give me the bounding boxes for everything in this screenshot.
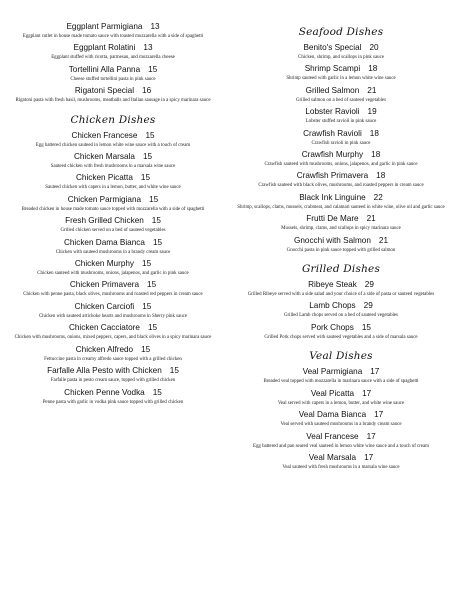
menu-item-title-line xyxy=(8,65,218,75)
menu-item xyxy=(232,214,450,235)
menu-item xyxy=(232,453,450,474)
menu-item-name: Chicken Dama Bianca xyxy=(63,237,145,247)
menu-item-description: Shrimp sauteed with garlic in a lemon white wine sauce xyxy=(286,76,396,82)
menu-item-name: Shrimp Scampi xyxy=(304,64,361,74)
menu-item-description: Eggplant stuffed with ricotta, parmesan, and mozzarella cheese xyxy=(51,55,175,61)
seafood-dishes-heading: Seafood Dishes xyxy=(298,26,384,38)
menu-item-price: 15 xyxy=(149,194,159,204)
menu-item-description: Chicken with sauteed mushrooms in a brandy cream sauce xyxy=(55,249,171,255)
pasta-section xyxy=(8,22,218,108)
menu-item-price: 15 xyxy=(142,259,152,269)
menu-item-name: Crawfish Primavera xyxy=(296,171,369,181)
menu-item-title-line xyxy=(8,388,218,398)
menu-item-description: Breaded veal topped with mozzarella in marinara sauce with a side of spaghetti xyxy=(263,379,419,385)
menu-item-price: 18 xyxy=(371,150,381,160)
menu-item-description: Shrimp, scallops, clams, mussels, crabmeat, and calamari sauteed in white wine, olive oil and garlic sauce xyxy=(237,204,445,210)
menu-item-description: Sauteed chicken with capers in a lemon, butter, and white wine sauce xyxy=(45,185,181,191)
menu-item-description: Chicken sauteed with mushrooms, onions, jalapenos, and garlic in pink sauce xyxy=(37,271,189,277)
menu-item-description: Gnocchi pasta in pink sauce topped with grilled salmon xyxy=(286,247,396,253)
menu-item-price: 17 xyxy=(374,410,384,420)
grilled-dishes-section xyxy=(232,280,450,344)
menu-item-title-line xyxy=(8,86,218,96)
seafood-dishes-section xyxy=(232,43,450,257)
menu-item-price: 15 xyxy=(147,280,157,290)
menu-item-name: Ribeye Steak xyxy=(308,280,357,290)
menu-item xyxy=(232,43,450,64)
menu-item-price: 29 xyxy=(363,301,373,311)
left-menu-column xyxy=(8,22,218,409)
veal-dishes-heading: Veal Dishes xyxy=(309,350,373,363)
menu-item-title-line xyxy=(232,107,450,117)
menu-item-name: Veal Marsala xyxy=(308,452,357,462)
menu-item-description: Chicken with penne pasta, black olives, mushrooms and roasted red peppers in cream sauce xyxy=(23,292,203,298)
menu-item-description: Penne pasta with garlic in vodka pink sauce topped with grilled chicken xyxy=(42,399,184,405)
menu-item-price: 21 xyxy=(367,85,377,95)
menu-item-title-line xyxy=(232,410,450,420)
menu-item-title-line xyxy=(232,301,450,311)
menu-item-name: Chicken Murphy xyxy=(74,259,135,269)
menu-item-name: Crawfish Ravioli xyxy=(303,128,362,138)
menu-item-title-line xyxy=(8,152,218,162)
menu-item xyxy=(8,131,218,152)
menu-item-title-line xyxy=(232,453,450,463)
menu-item xyxy=(8,302,218,323)
menu-item-name: Fresh Grilled Chicken xyxy=(65,216,144,226)
menu-item xyxy=(8,152,218,173)
menu-item xyxy=(232,236,450,257)
menu-item xyxy=(232,86,450,107)
menu-item-title-line xyxy=(8,131,218,141)
menu-item xyxy=(8,173,218,194)
menu-item-title-line xyxy=(8,216,218,226)
menu-item-price: 17 xyxy=(362,388,372,398)
menu-item-name: Veal Picatta xyxy=(310,388,355,398)
menu-item-name: Veal Dama Bianca xyxy=(298,410,367,420)
menu-item-price: 21 xyxy=(366,214,376,224)
menu-item-description: Chicken, shrimp, and scallops in pink sauce xyxy=(298,55,384,60)
menu-item xyxy=(232,171,450,192)
menu-item-name: Black Ink Linguine xyxy=(299,192,366,202)
menu-item-name: Frutti De Mare xyxy=(306,214,359,224)
menu-item-title-line xyxy=(8,173,218,183)
menu-item-price: 15 xyxy=(140,173,150,183)
menu-item-title-line xyxy=(232,214,450,224)
menu-item-price: 20 xyxy=(369,43,379,52)
menu-item-description: Grilled Pork chops served with sauteed vegetables and a side of marsala sauce xyxy=(264,334,418,340)
menu-item-title-line xyxy=(8,366,218,376)
menu-item-description: Breaded chicken in house made tomato sauce topped with mozzarella with a side of spaghetti xyxy=(21,206,205,212)
menu-item-name: Chicken Picatta xyxy=(76,173,133,183)
menu-item-price: 16 xyxy=(142,86,152,96)
menu-item-name: Grilled Salmon xyxy=(305,85,360,95)
menu-item xyxy=(232,301,450,322)
menu-item-description: Crawfish sauteed with black olives, mushrooms, and roasted peppers in cream sauce xyxy=(258,183,424,189)
menu-item-description: Veal sauteed with fresh mushrooms in a marsala wine sauce xyxy=(282,464,400,470)
menu-item-name: Chicken Parmigiana xyxy=(67,194,142,204)
menu-item-name: Chicken Francese xyxy=(71,130,138,140)
menu-item-title-line xyxy=(232,432,450,442)
menu-item-description: Rigatoni pasta with fresh basil, mushrooms, meatballs and Italian sausage in a spicy marinara sauce xyxy=(15,98,211,104)
menu-item xyxy=(8,323,218,344)
menu-item-title-line xyxy=(8,280,218,290)
menu-item-price: 18 xyxy=(369,128,379,138)
menu-item xyxy=(8,238,218,259)
menu-item-title-line xyxy=(232,323,450,333)
menu-item xyxy=(232,389,450,410)
menu-item-title-line xyxy=(8,195,218,205)
menu-item-price: 29 xyxy=(364,280,374,290)
menu-item-title-line xyxy=(8,238,218,248)
menu-item-price: 15 xyxy=(145,130,155,140)
menu-item xyxy=(8,280,218,301)
menu-item-title-line xyxy=(232,236,450,246)
menu-item xyxy=(232,432,450,453)
menu-item-title-line xyxy=(8,22,218,32)
menu-item-name: Chicken Primavera xyxy=(69,280,140,290)
menu-item-title-line xyxy=(232,171,450,181)
menu-item-price: 15 xyxy=(141,344,151,354)
menu-item-name: Veal Parmigiana xyxy=(302,367,363,377)
menu-item-name: Rigatoni Special xyxy=(74,86,135,96)
menu-item-title-line xyxy=(232,389,450,399)
menu-item xyxy=(8,388,218,409)
menu-item-price: 21 xyxy=(378,235,388,245)
chicken-dishes-heading: Chicken Dishes xyxy=(70,113,156,126)
menu-item-description: Egg battered and pan seared veal sauteed in lemon white wine sauce and a touch of cream xyxy=(253,443,429,449)
menu-item-title-line xyxy=(232,193,450,203)
menu-item xyxy=(232,410,450,431)
menu-item-title-line xyxy=(8,259,218,269)
menu-item-description: Cheese stuffed tortellini pasta in pink sauce xyxy=(70,76,156,82)
menu-item-description: Veal served with sauteed mushrooms in a brandy cream sauce xyxy=(280,422,402,428)
menu-item-price: 15 xyxy=(142,301,152,311)
menu-item-description: Crawfish ravioli in pink sauce xyxy=(311,140,371,146)
menu-item-name: Gnocchi with Salmon xyxy=(293,235,371,245)
menu-item xyxy=(232,193,450,214)
menu-item-description: Chicken with mushrooms, onions, mixed peppers, capers, and black olives in a spicy marinara sauce xyxy=(14,335,212,341)
menu-item xyxy=(8,216,218,237)
menu-item-title-line xyxy=(8,302,218,312)
grilled-dishes-heading: Grilled Dishes xyxy=(301,263,381,276)
menu-item-description: Veal served with capers in a lemon, butter, and white wine sauce xyxy=(277,400,405,406)
menu-item-price: 17 xyxy=(366,431,376,441)
menu-item-name: Chicken Alfredo xyxy=(75,344,134,354)
menu-item-description: Chicken with sauteed artichoke hearts and mushrooms in Sherry pink sauce xyxy=(38,313,188,319)
menu-item-description: Farfalle pasta in pesto cream sauce, topped with grilled chicken xyxy=(50,378,176,384)
menu-item xyxy=(8,259,218,280)
menu-item-title-line xyxy=(8,43,218,53)
menu-item-description: Grilled chicken served on a bed of sauteed vegetables xyxy=(60,228,166,234)
menu-item xyxy=(8,22,218,43)
menu-item xyxy=(232,107,450,128)
right-menu-column xyxy=(232,22,450,474)
menu-item-description: Grilled Lamb chops served on a bed of sauteed vegetables xyxy=(284,313,398,319)
menu-item-name: Chicken Marsala xyxy=(73,152,135,162)
menu-item-price: 18 xyxy=(376,171,386,181)
veal-dishes-section xyxy=(232,367,450,474)
menu-item-title-line xyxy=(232,367,450,377)
menu-item-name: Lamb Chops xyxy=(309,301,356,311)
menu-item xyxy=(8,65,218,86)
menu-item-name: Lobster Ravioli xyxy=(305,107,360,117)
menu-item-description: Fettuccine pasta in creamy alfredo sauce topped with a grilled chicken xyxy=(44,356,182,362)
menu-item-name: Chicken Carciofi xyxy=(74,301,135,311)
menu-item-price: 22 xyxy=(373,192,383,202)
menu-item xyxy=(8,366,218,387)
menu-item-price: 13 xyxy=(150,22,160,31)
menu-item-price: 17 xyxy=(370,367,380,377)
menu-item-description: Egg battered chicken sauteed in lemon white wine sauce with a touch of cream xyxy=(35,142,191,148)
menu-item xyxy=(8,195,218,216)
menu-item-description: Grilled Ribeye served with a side salad and your choice of a side of pasta or sauteed vegetables xyxy=(247,292,435,298)
menu-item-name: Farfalle Alla Pesto with Chicken xyxy=(47,366,162,376)
menu-item-title-line xyxy=(8,323,218,333)
menu-item xyxy=(8,345,218,366)
menu-item-description: Lobster stuffed ravioli in pink sauce xyxy=(305,119,377,125)
menu-item-name: Pork Chops xyxy=(311,322,354,332)
menu-item-name: Tortellini Alla Panna xyxy=(68,64,141,74)
menu-item-price: 15 xyxy=(169,366,179,376)
menu-item-title-line xyxy=(8,345,218,355)
menu-item-description: Grilled salmon on a bed of sauteed vegetables xyxy=(295,97,387,103)
menu-item-price: 15 xyxy=(152,237,163,247)
menu-item-price: 15 xyxy=(361,322,371,332)
menu-item-price: 15 xyxy=(151,216,161,226)
menu-item-title-line xyxy=(232,280,450,290)
menu-item-name: Eggplant Rolatini xyxy=(73,43,136,53)
menu-item xyxy=(232,280,450,301)
menu-item-price: 15 xyxy=(142,152,153,162)
menu-item xyxy=(232,323,450,344)
menu-item xyxy=(232,129,450,150)
menu-item xyxy=(8,43,218,64)
menu-item-title-line xyxy=(232,86,450,96)
menu-item-price: 15 xyxy=(147,323,158,333)
menu-item xyxy=(232,64,450,85)
menu-item-name: Chicken Penne Vodka xyxy=(64,387,145,397)
menu-item-title-line xyxy=(232,64,450,74)
menu-item-price: 18 xyxy=(368,64,378,74)
menu-item-name: Eggplant Parmigiana xyxy=(66,22,143,31)
menu-item-description: Crawfish sauteed with mushrooms, onions, jalapenos, and garlic in pink sauce xyxy=(264,162,418,168)
menu-item-description: Mussels, shrimp, clams, and scallops in spicy marinara sauce xyxy=(281,226,401,232)
menu-item-title-line xyxy=(232,129,450,139)
menu-item-name: Chicken Cacciatore xyxy=(68,323,140,333)
menu-item-description: Sauteed chicken with fresh mushrooms in a marsala wine sauce xyxy=(50,164,176,170)
menu-item-price: 17 xyxy=(364,452,374,462)
menu-item-price: 15 xyxy=(152,387,162,397)
menu-item xyxy=(232,150,450,171)
menu-item-name: Crawfish Murphy xyxy=(301,150,364,160)
menu-item xyxy=(8,86,218,107)
menu-item xyxy=(232,367,450,388)
menu-item-price: 13 xyxy=(143,43,153,53)
menu-item-title-line xyxy=(232,43,450,53)
menu-item-name: Veal Francese xyxy=(306,431,359,441)
menu-item-name: Benito's Special xyxy=(303,43,362,52)
menu-item-price: 15 xyxy=(148,64,158,74)
menu-item-title-line xyxy=(232,150,450,160)
menu-item-price: 19 xyxy=(367,107,377,117)
menu-item-description: Eggplant cutlet in house made tomato sauce with toasted mozzarella with a side of spaghetti xyxy=(22,34,204,39)
chicken-dishes-section xyxy=(8,131,218,409)
